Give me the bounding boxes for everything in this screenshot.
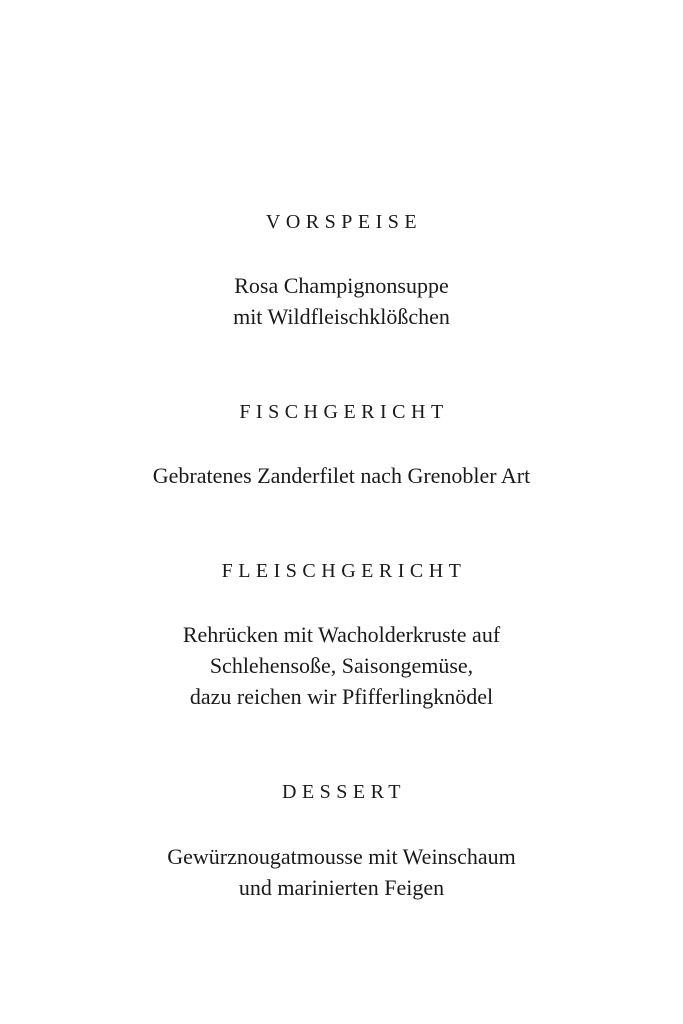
dish-line: Rehrücken mit Wacholderkruste auf xyxy=(182,622,501,647)
dish-line: Schlehensoße, Saisongemüse, xyxy=(209,653,474,678)
dish-line: dazu reichen wir Pfifferlingknödel xyxy=(189,684,494,709)
course-dish-fleischgericht xyxy=(0,619,683,712)
dish-line: Gewürznougatmousse mit Weinschaum xyxy=(167,844,516,869)
dish-line: Gebratenes Zanderfilet nach Grenobler Art xyxy=(152,463,531,488)
course-heading-fischgericht: FISCHGERICHT xyxy=(239,401,449,423)
dish-line: mit Wildfleischklößchen xyxy=(233,304,450,329)
course-dish-dessert xyxy=(0,841,683,903)
dish-line: und marinierten Feigen xyxy=(238,875,445,900)
course-heading-vorspeise: VORSPEISE xyxy=(265,211,423,233)
dish-line: Rosa Champignonsuppe xyxy=(234,273,449,298)
course-heading-dessert: DESSERT xyxy=(282,781,406,803)
course-dish-vorspeise xyxy=(0,270,683,332)
course-heading-fleischgericht: FLEISCHGERICHT xyxy=(221,560,467,582)
course-dish-fischgericht xyxy=(0,460,683,491)
